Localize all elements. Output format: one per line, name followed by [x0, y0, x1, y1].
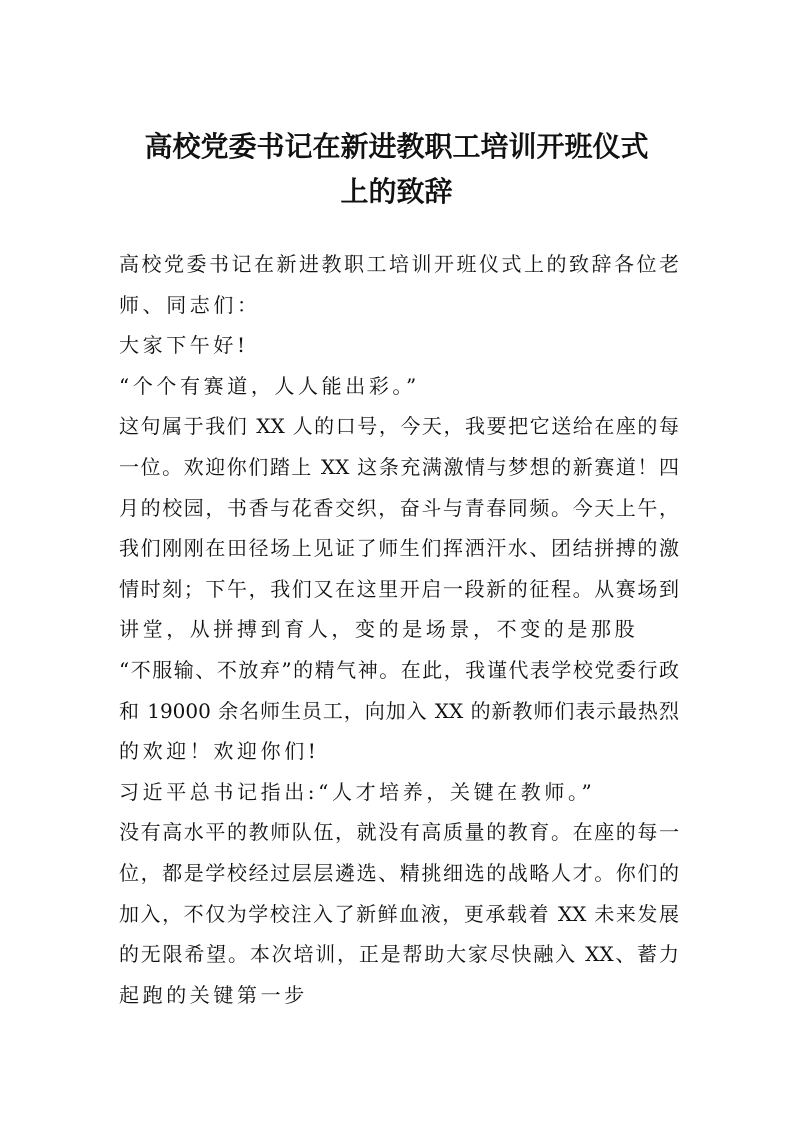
body-line: 讲堂，从拼搏到育人，变的是场景，不变的是那股 — [119, 617, 639, 642]
document-title-line-1: 高校党委书记在新进教职工培训开班仪式 — [144, 130, 649, 163]
document-body — [119, 244, 679, 1015]
body-line: 大家下午好! — [119, 333, 249, 358]
document-title-line-2: 上的致辞 — [340, 175, 453, 208]
body-line: 的无限希望。本次培训，正是帮助大家尽快融入 XX、蓄力 — [119, 942, 679, 967]
body-line: 的欢迎！欢迎你们! — [119, 739, 320, 764]
body-line: 位，都是学校经过层层遴选、精挑细选的战略人才。你们的 — [119, 860, 679, 885]
body-line: 习近平总书记指出:“人才培养，关键在教师。” — [119, 779, 596, 804]
body-line: 没有高水平的教师队伍，就没有高质量的教育。在座的每一 — [119, 820, 679, 845]
body-line: 和 19000 余名师生员工，向加入 XX 的新教师们表示最热烈 — [119, 698, 679, 723]
body-line: 高校党委书记在新进教职工培训开班仪式上的致辞各位老 — [119, 252, 679, 276]
body-line: “个个有赛道，人人能出彩。” — [119, 373, 420, 398]
body-line: 这句属于我们 XX 人的口号，今天，我要把它送给在座的每 — [119, 414, 679, 439]
body-line: 师、同志们： — [119, 292, 261, 317]
body-line: “不服输、不放弃”的精气神。在此，我谨代表学校党委行政 — [119, 657, 679, 682]
body-line: 加入，不仅为学校注入了新鲜血液，更承载着 XX 未来发展 — [119, 901, 679, 926]
body-line: 情时刻；下午，我们又在这里开启一段新的征程。从赛场到 — [119, 576, 679, 601]
body-line: 一位。欢迎你们踏上 XX 这条充满激情与梦想的新赛道！四 — [119, 454, 679, 479]
body-line: 起跑的关键第一步 — [119, 982, 308, 1007]
body-line: 我们刚刚在田径场上见证了师生们挥洒汗水、团结拼搏的激 — [119, 536, 679, 561]
body-line: 月的校园，书香与花香交织，奋斗与青春同频。今天上午， — [119, 495, 679, 520]
